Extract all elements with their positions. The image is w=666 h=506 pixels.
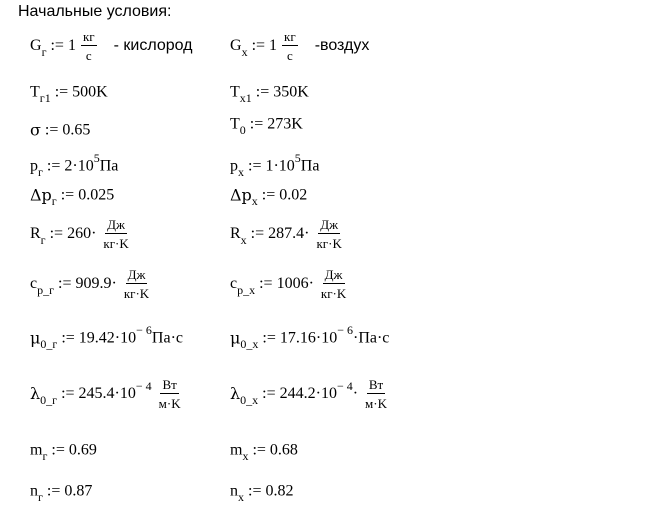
subscript: x (238, 165, 244, 180)
exponent: − 4 (336, 379, 353, 393)
fraction-numerator: Дж (127, 267, 146, 282)
subscript: 0 (239, 123, 246, 138)
subscript: p_г (37, 283, 55, 297)
symbol: R (30, 225, 41, 242)
symbol: T (30, 83, 40, 101)
fraction-denominator: кг·K (320, 286, 347, 301)
eq-p-x[interactable] (230, 151, 320, 180)
unit-fraction (101, 218, 130, 250)
fraction-numerator: Дж (107, 217, 125, 232)
fraction-denominator: кг·K (123, 286, 150, 301)
unit-fraction (314, 218, 343, 250)
symbol: m (30, 441, 43, 459)
unit: Па·с (151, 329, 183, 347)
eq-n-g[interactable] (30, 482, 93, 505)
eq-m-g[interactable] (30, 441, 97, 464)
symbol: n (230, 482, 238, 500)
eq-m-x[interactable] (230, 441, 298, 464)
value: := 17.16·10 (262, 329, 338, 347)
subscript: x (242, 449, 249, 464)
eq-G-x[interactable] (230, 30, 369, 62)
value: := 1006· (259, 275, 314, 292)
symbol: μ (30, 328, 41, 348)
eq-p-g[interactable] (30, 151, 119, 180)
eq-cp-x[interactable] (230, 268, 349, 300)
symbol: p (30, 157, 38, 175)
value: := 2·10 (46, 157, 94, 175)
eq-G-g[interactable] (30, 30, 193, 62)
fraction-denominator: кг·K (316, 236, 342, 251)
assign: := 1 (251, 37, 278, 54)
exponent: − 4 (135, 379, 152, 393)
symbol: T (230, 83, 240, 101)
eq-T0[interactable] (230, 115, 303, 138)
eq-T-x1[interactable] (230, 83, 309, 106)
value: := 0.02 (261, 186, 308, 204)
subscript: x (241, 45, 248, 59)
symbol: Δp (230, 185, 252, 205)
symbol: c (230, 275, 238, 292)
symbol: p (230, 157, 238, 175)
symbol: λ (230, 384, 241, 403)
value: := 909.9· (58, 275, 117, 292)
value: := 0.025 (60, 186, 115, 204)
symbol: R (230, 225, 241, 242)
subscript: x (238, 490, 244, 505)
fraction-numerator: кг (284, 29, 296, 44)
fraction-numerator: Дж (320, 217, 339, 232)
symbol: m (230, 441, 243, 459)
value: := 19.42·10 (61, 329, 137, 347)
value: := 0.87 (46, 482, 93, 500)
symbol: σ (30, 120, 41, 140)
subscript: г (38, 165, 43, 180)
value: := 500K (54, 83, 108, 101)
exponent: 5 (93, 151, 100, 166)
unit-fraction (122, 268, 151, 300)
unit-dot: · (352, 385, 359, 402)
value: := 0.82 (248, 482, 294, 500)
symbol: G (230, 37, 242, 54)
value: := 273K (249, 115, 303, 133)
fraction-denominator: с (286, 48, 293, 63)
eq-dp-g[interactable] (30, 185, 115, 209)
fraction-numerator: Вт (162, 377, 177, 392)
page-heading: Начальные условия: (18, 3, 172, 20)
value: := 244.2·10 (262, 385, 337, 402)
eq-mu-x[interactable] (230, 323, 390, 352)
value: := 0.69 (51, 441, 97, 459)
symbol: n (30, 482, 38, 500)
subscript: x (251, 194, 258, 209)
subscript: 0_x (240, 393, 259, 407)
subscript: x (240, 233, 247, 247)
symbol: T (230, 115, 240, 133)
exponent: 5 (294, 151, 301, 166)
subscript: p_x (237, 283, 256, 297)
unit-fraction (81, 30, 97, 62)
fraction-denominator: м·K (365, 396, 387, 411)
unit: ·Па·с (352, 329, 390, 347)
eq-sigma[interactable] (30, 122, 90, 138)
unit: Па (300, 157, 320, 175)
eq-lambda-g[interactable] (30, 378, 184, 410)
subscript: г1 (39, 91, 51, 106)
fraction-numerator: Вт (368, 377, 384, 392)
eq-dp-x[interactable] (230, 185, 308, 209)
value: := 0.65 (44, 121, 91, 139)
subscript: г (40, 233, 46, 247)
unit-fraction (157, 378, 183, 410)
note: - кислород (113, 37, 193, 54)
subscript: г (41, 45, 47, 59)
fraction-numerator: кг (82, 29, 95, 44)
eq-R-x[interactable] (230, 218, 345, 250)
fraction-numerator: Дж (324, 267, 343, 282)
eq-cp-g[interactable] (30, 268, 152, 300)
subscript: 0_г (40, 393, 58, 407)
subscript: x1 (239, 91, 252, 106)
value: := 1·10 (248, 157, 295, 175)
unit-fraction (319, 268, 348, 300)
eq-T-g1[interactable] (30, 83, 108, 106)
fraction-denominator: с (85, 48, 92, 63)
eq-lambda-x[interactable] (230, 378, 390, 410)
exponent: − 6 (337, 323, 353, 338)
subscript: г (42, 449, 48, 464)
symbol: G (30, 37, 42, 54)
eq-mu-g[interactable] (30, 323, 183, 352)
unit-fraction (282, 30, 298, 62)
unit: Па (99, 157, 119, 175)
value: := 260· (49, 225, 97, 242)
value: := 245.4·10 (61, 385, 136, 402)
value: := 287.4· (250, 225, 310, 242)
value: := 350K (255, 83, 309, 101)
subscript: г (51, 194, 57, 209)
value: := 0.68 (252, 441, 298, 459)
subscript: 0_x (240, 337, 259, 352)
note: -воздух (314, 37, 370, 54)
fraction-denominator: м·K (158, 396, 181, 411)
subscript: 0_г (40, 337, 58, 352)
symbol: c (30, 275, 38, 292)
symbol: μ (230, 328, 241, 348)
fraction-denominator: кг·K (103, 236, 129, 251)
assign: := 1 (50, 37, 76, 54)
eq-R-g[interactable] (30, 218, 132, 250)
subscript: г (38, 490, 43, 505)
exponent: − 6 (136, 323, 152, 338)
symbol: Δp (30, 185, 52, 205)
eq-n-x[interactable] (230, 482, 294, 505)
symbol: λ (30, 384, 41, 403)
unit-fraction (363, 378, 389, 410)
